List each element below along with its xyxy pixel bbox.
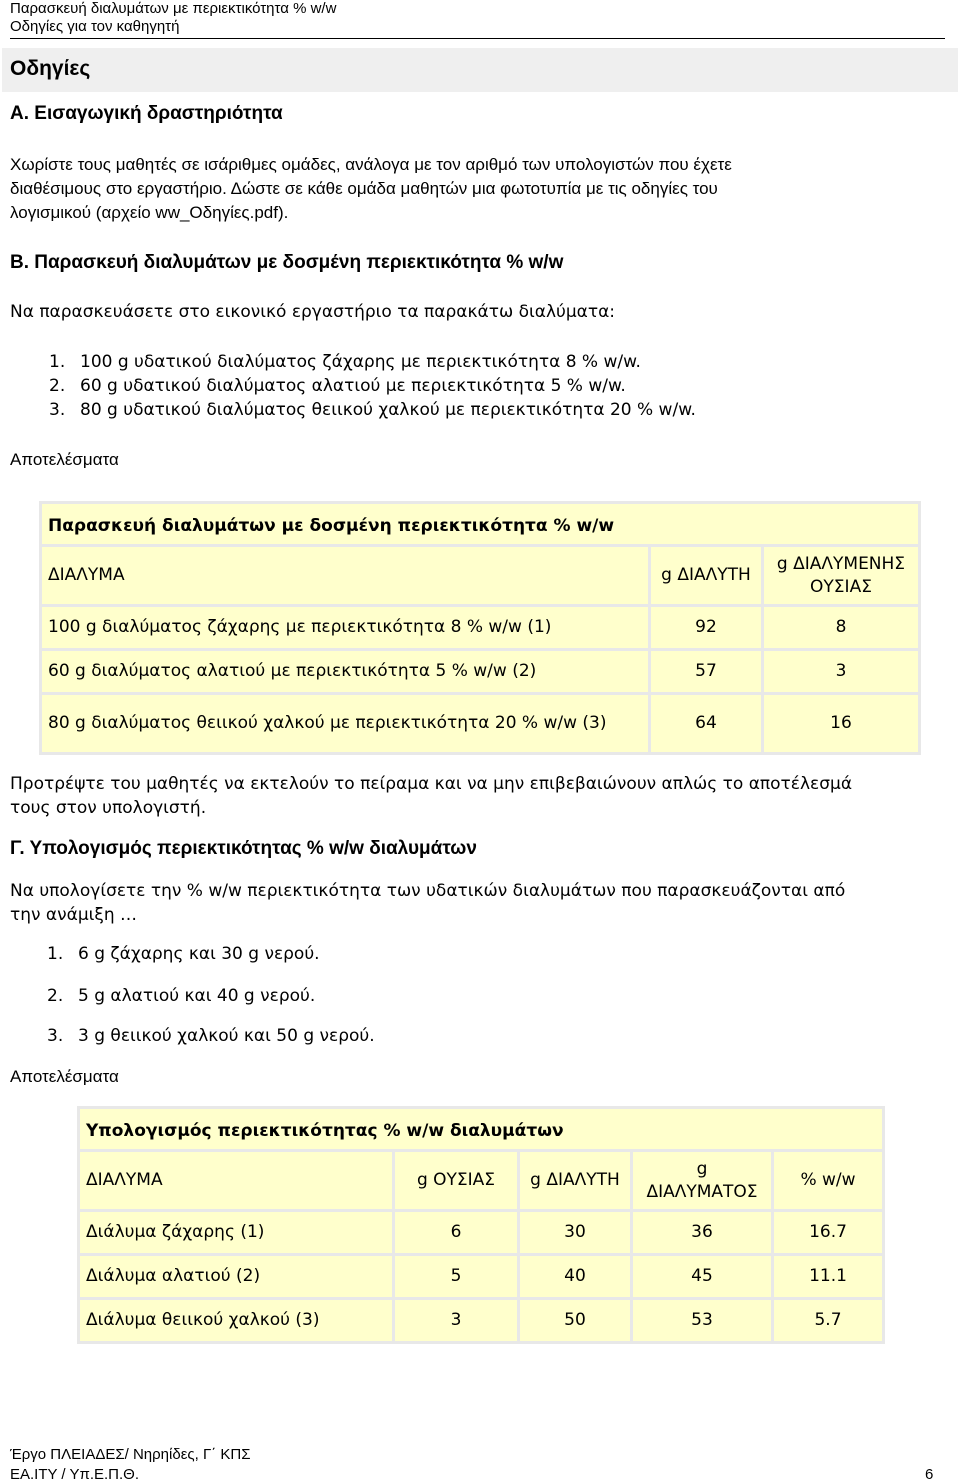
- section-c-item-2: 5 g αλατιού και 40 g νερού.: [78, 986, 316, 1006]
- table-cell-solute: 8: [763, 606, 920, 650]
- table-cell-solvent: 30: [519, 1211, 632, 1255]
- header-line-1: Παρασκευή διαλυμάτων με περιεκτικότητα % w/w: [10, 0, 337, 17]
- section-c-heading: Γ. Υπολογισμός περιεκτικότητας % w/w διαλυμάτων: [10, 838, 477, 859]
- section-b-intro: Να παρασκευάσετε στο εικονικό εργαστήριο τα παρακάτω διαλύματα:: [10, 302, 616, 322]
- table-header-solvent: g ΔΙΑΛΥΤΗ: [519, 1151, 632, 1211]
- table-header-solute: g ΟΥΣΙΑΣ: [394, 1151, 519, 1211]
- table-row: [41, 694, 920, 754]
- section-c-item-3-num: 3.: [47, 1026, 64, 1046]
- table-cell-solvent: 57: [650, 650, 763, 694]
- table-cell-solute: 16: [763, 694, 920, 754]
- table-row: [41, 606, 920, 650]
- table-cell-solute: 3: [763, 650, 920, 694]
- section-b-note-line-2: τους στον υπολογιστή.: [10, 798, 207, 818]
- section-a-line-1: Χωρίστε τους μαθητές σε ισάριθμες ομάδες, ανάλογα με τον αριθμό των υπολογιστών που έχετε: [10, 155, 732, 174]
- table-prepared-solutions: [39, 501, 921, 755]
- table-concentration-calc: [77, 1106, 885, 1344]
- section-c-item-3: 3 g θειικού χαλκού και 50 g νερού.: [78, 1026, 375, 1046]
- table-cell-percent: 11.1: [773, 1255, 884, 1299]
- section-c-intro-line-2: την ανάμιξη …: [10, 905, 138, 925]
- section-a-paragraph: [10, 153, 955, 225]
- title-band: [2, 48, 958, 92]
- section-b-item-2-num: 2.: [49, 376, 66, 396]
- section-c-intro-line-1: Να υπολογίσετε την % w/w περιεκτικότητα των υδατικών διαλυμάτων που παρασκευάζονται από: [10, 881, 846, 901]
- section-b-note: [10, 772, 955, 820]
- table-caption: Παρασκευή διαλυμάτων με δοσμένη περιεκτικότητα % w/w: [41, 503, 920, 546]
- running-header: [10, 0, 336, 36]
- table-cell-solution: 60 g διαλύματος αλατιού με περιεκτικότητα 5 % w/w (2): [41, 650, 650, 694]
- section-b-item-2: 60 g υδατικού διαλύματος αλατιού με περιεκτικότητα 5 % w/w.: [80, 376, 626, 396]
- section-b-item-3: 80 g υδατικού διαλύματος θειικού χαλκού με περιεκτικότητα 20 % w/w.: [80, 400, 696, 420]
- table-cell-solution: Διάλυμα ζάχαρης (1): [79, 1211, 394, 1255]
- table-cell-percent: 5.7: [773, 1299, 884, 1343]
- table-row: [79, 1299, 884, 1343]
- section-c-item-1-num: 1.: [47, 944, 64, 964]
- section-b-results-label: Αποτελέσματα: [10, 450, 119, 469]
- section-c-results-label: Αποτελέσματα: [10, 1067, 119, 1086]
- table-cell-solution-mass: 36: [632, 1211, 773, 1255]
- header-line-2: Οδηγίες για τον καθηγητή: [10, 18, 180, 35]
- table-row: [41, 650, 920, 694]
- table-header-solution: ΔΙΑΛΥΜΑ: [41, 546, 650, 606]
- table-cell-percent: 16.7: [773, 1211, 884, 1255]
- table-header-solution-mass: g ΔΙΑΛΥΜΑΤΟΣ: [632, 1151, 773, 1211]
- section-a-line-2: διαθέσιμους στο εργαστήριο. Δώστε σε κάθε ομάδα μαθητών μια φωτοτυπία με τις οδηγίες του: [10, 179, 718, 198]
- section-a-heading: Α. Εισαγωγική δραστηριότητα: [10, 103, 283, 124]
- table-cell-solution-mass: 45: [632, 1255, 773, 1299]
- section-c-item-1: 6 g ζάχαρης και 30 g νερού.: [78, 944, 320, 964]
- table-header-solvent: g ΔΙΑΛΥΤΗ: [650, 546, 763, 606]
- table-cell-solvent: 92: [650, 606, 763, 650]
- footer-line-2: ΕΑ.ΙΤΥ / Υπ.Ε.Π.Θ.: [10, 1466, 140, 1483]
- footer-line-1: Έργο ΠΛΕΙΑΔΕΣ/ Νηρηίδες, Γ΄ ΚΠΣ: [10, 1446, 251, 1463]
- table-cell-solution-mass: 53: [632, 1299, 773, 1343]
- table-cell-solvent: 50: [519, 1299, 632, 1343]
- section-b-item-3-num: 3.: [49, 400, 66, 420]
- section-a-line-3: λογισμικού (αρχείο ww_Οδηγίες.pdf).: [10, 203, 289, 222]
- section-b-item-1: 100 g υδατικού διαλύματος ζάχαρης με περιεκτικότητα 8 % w/w.: [80, 352, 641, 372]
- table-cell-solute: 5: [394, 1255, 519, 1299]
- section-b-note-line-1: Προτρέψτε του μαθητές να εκτελούν το πείραμα και να μην επιβεβαιώνουν απλώς το αποτέλεσμά: [10, 774, 853, 794]
- section-b-heading: Β. Παρασκευή διαλυμάτων με δοσμένη περιεκτικότητα % w/w: [10, 252, 564, 273]
- table-caption: Υπολογισμός περιεκτικότητας % w/w διαλυμάτων: [79, 1108, 884, 1151]
- table-cell-solvent: 40: [519, 1255, 632, 1299]
- table-header-percent: % w/w: [773, 1151, 884, 1211]
- table-cell-solution: 100 g διαλύματος ζάχαρης με περιεκτικότητα 8 % w/w (1): [41, 606, 650, 650]
- table-header-solution: ΔΙΑΛΥΜΑ: [79, 1151, 394, 1211]
- table-row: [79, 1255, 884, 1299]
- table-cell-solute: 6: [394, 1211, 519, 1255]
- section-c-item-2-num: 2.: [47, 986, 64, 1006]
- section-c-intro: [10, 879, 955, 927]
- table-cell-solution: Διάλυμα αλατιού (2): [79, 1255, 394, 1299]
- page-title: Οδηγίες: [10, 57, 91, 80]
- table-cell-solution: 80 g διαλύματος θειικού χαλκού με περιεκτικότητα 20 % w/w (3): [41, 694, 650, 754]
- page-number: 6: [925, 1466, 934, 1483]
- table-row: [79, 1211, 884, 1255]
- table-cell-solution: Διάλυμα θειικού χαλκού (3): [79, 1299, 394, 1343]
- section-b-item-1-num: 1.: [49, 352, 66, 372]
- table-header-solute: g ΔΙΑΛΥΜΕΝΗΣ ΟΥΣΙΑΣ: [763, 546, 920, 606]
- table-cell-solvent: 64: [650, 694, 763, 754]
- table-cell-solute: 3: [394, 1299, 519, 1343]
- header-divider: [10, 38, 945, 39]
